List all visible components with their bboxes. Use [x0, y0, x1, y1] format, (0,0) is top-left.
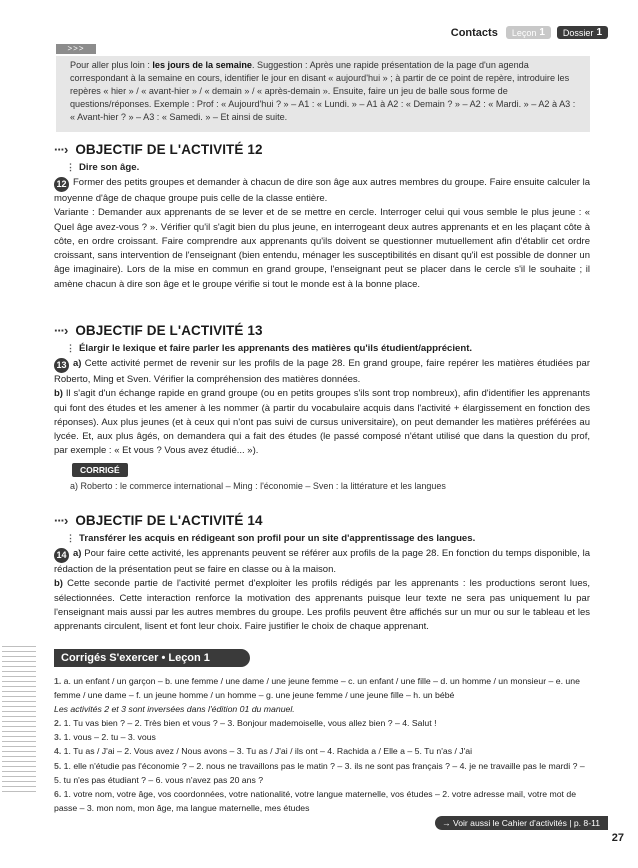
intro-lead: Pour aller plus loin : [70, 60, 153, 70]
dossier-number: 1 [596, 27, 602, 38]
item-text: 1. Tu vas bien ? – 2. Très bien et vous ? – 3. Bonjour mademoiselle, vous allez bien ? – 4. Salut ! [61, 718, 437, 729]
activity-number-badge: 14 [54, 548, 69, 563]
part-a-text: Cette activité permet de revenir sur les profils de la page 28. En grand groupe, faire repérer les matières étudiées par Roberto, Ming et Sven. Vérifier la compréhension des matières données. [54, 358, 590, 385]
part-b-label: b) [54, 388, 63, 400]
activity-number-badge: 13 [54, 358, 69, 373]
item-text: 1. Tu as / J'ai – 2. Vous avez / Nous avons – 3. Tu as / J'ai / ils ont – 4. Rachida a / Elle a – 5. Tu n'as / J'ai [61, 746, 473, 757]
corrige-badge: CORRIGÉ [72, 463, 128, 477]
objective-title: OBJECTIF DE L'ACTIVITÉ 14 [75, 512, 263, 528]
vertical-dots-icon: ⋮ [66, 162, 75, 172]
objective-heading [54, 140, 590, 158]
objective-subtitle [66, 533, 590, 544]
dossier-label: Dossier [562, 27, 594, 38]
item-number: 3. [54, 732, 62, 743]
intro-box [56, 56, 590, 132]
section-activity-12 [54, 140, 590, 292]
item-text: 1. vous – 2. tu – 3. vous [61, 732, 156, 743]
dotted-arrow-icon: ···› [54, 512, 68, 528]
vertical-dots-icon: ⋮ [66, 533, 75, 543]
paragraph-b [54, 577, 590, 634]
part-b-label: b) [54, 578, 63, 590]
dotted-arrow-icon: ···› [54, 141, 68, 157]
corrige-item [54, 716, 590, 730]
paragraph-a [54, 357, 590, 387]
corriges-list [54, 674, 590, 815]
dossier-pill [557, 26, 608, 39]
page-number: 27 [611, 832, 624, 844]
part-a-label: a) [73, 358, 82, 369]
note-text: Les activités 2 et 3 sont inversées dans l'édition 01 du manuel. [54, 704, 295, 715]
activity-number-badge: 12 [54, 177, 69, 192]
paragraph-b [54, 387, 590, 458]
part-a-label: a) [73, 548, 82, 559]
intro-text: . Suggestion : Après une rapide présentation de la page d'un agenda correspondant à la semaine en cours, identifier le jour en disant « aujourd'hui » ; à partir de ce point de repère, introduire les repères « hier » / « avant-hier » / « demain » / « après-demain ». Ensuite, faire un jeu de balle sous forme de questions/réponses. Exemple : Prof : « Aujourd'hui ? » – A1 : « Lundi. » – A1 à A2 : « Demain ? » – A2 : « Mardi. » – A2 à A3 : « Avant-hier ? » – A3 : « Samedi. » – Et ainsi de suite. [70, 60, 576, 123]
subtitle-text: Élargir le lexique et faire parler les apprenants des matières qu'ils étudient/apprécient. [79, 343, 473, 354]
corrige-item [54, 759, 590, 787]
item-text: a. un enfant / un garçon – b. une femme / une dame / une jeune femme – c. un enfant / une fille – d. un homme / un monsieur – e. une femme / une dame – f. un jeune homme / un homme – g. une jeune femme / une jeune fille – h. un bébé [54, 676, 580, 701]
item-number: 4. [54, 746, 62, 757]
corrige-item [54, 744, 590, 758]
subtitle-text: Dire son âge. [79, 162, 140, 173]
corrige-item [54, 674, 590, 702]
item-text: 1. elle n'étudie pas l'économie ? – 2. nous ne travaillons pas le matin ? – 3. ils ne sont pas français ? – 4. je ne travaille pas le mardi ? – 5. tu n'es pas étudiant ? – 6. vous n'avez pas 20 ans ? [54, 760, 585, 785]
see-also-link[interactable]: → Voir aussi le Cahier d'activités | p. 8-11 [435, 816, 608, 830]
paragraph-a [54, 547, 590, 577]
part-a-text: Pour faire cette activité, les apprenants peuvent se référer aux profils de la page 28. En fonction du temps disponible, la rédaction de la présentation peut se faire en classe ou à la maison. [54, 548, 590, 575]
item-number: 5. [54, 760, 62, 771]
subtitle-text: Transférer les acquis en rédigeant son profil pour un site d'apprentissage des langues. [79, 533, 476, 544]
decorative-lines [2, 646, 36, 796]
corrige-item [54, 730, 590, 744]
corrige-item [54, 787, 590, 815]
lesson-number: 1 [539, 27, 545, 38]
paragraph [54, 176, 590, 206]
item-number: 6. [54, 788, 62, 799]
intro-bold: les jours de la semaine [152, 60, 252, 70]
paragraph-text: Former des petits groupes et demander à chacun de dire son âge aux autres membres du groupe. Faire ensuite calculer la moyenne d'âge de chaque groupe puis celle de la classe entière. [54, 177, 590, 204]
section-activity-13 [54, 321, 590, 491]
part-b-text: Il s'agit d'un échange rapide en grand groupe (ou en petits groupes s'ils sont trop nombreux), afin d'identifier les apprenants qui font des études et les amener à les nommer (à partir du vocabulaire acquis dans l'activité + élargissement en fonction des réponses). Aux plus jeunes (et à ceux qui n'ont pas suivi de cursus universitaire), on peut demander les matières préférées au lycée. Et, aux plus âgés, on demandera qui a fait des études (le passé composé n'étant utilisé que dans la question du prof, par exemple : « Et vous ? Vous avez étudié... »). [54, 388, 590, 457]
arrows-icon: >>> [56, 44, 96, 54]
header-title: Contacts [450, 26, 498, 39]
lesson-pill [506, 26, 551, 39]
item-text: 1. votre nom, votre âge, vos coordonnées, votre nationalité, votre langue maternelle, vos études – 2. votre adresse mail, votre mot de passe – 3. mon nom, mon âge, ma langue maternelle, mes études [54, 788, 577, 813]
lesson-label: Leçon [511, 27, 537, 38]
item-number: 1. [54, 676, 62, 686]
objective-heading [54, 511, 590, 529]
paragraph-variante: Variante : Demander aux apprenants de se lever et de se mettre en cercle. Interroger celui qui vous semble le plus jeune : « Quel âge avez-vous ? ». Vérifier qu'il s'agit bien du plus jeune, en interrogeant deux autres apprenants et en les plaçant côte à côte, en ordre croissant. Faire comprendre aux apprenants qu'ils doivent se questionner mutuellement afin d'établir cet ordre croissant, sans intervention de l'enseignant (bien entendu, ménager les susceptibilités en disant qu'il est possible de donner un âge imaginaire). Lors de la mise en commun en grand groupe, l'enseignant peut se placer dans le cercle s'il le souhaite ; il amène chacun à dire son âge et le groupe vérifie si tout le monde est à la bonne place. [54, 207, 590, 290]
objective-title: OBJECTIF DE L'ACTIVITÉ 12 [75, 141, 263, 157]
objective-heading [54, 321, 590, 339]
page-header [451, 26, 608, 39]
corrige-note [54, 702, 590, 716]
objective-subtitle [66, 162, 590, 173]
section-activity-14 [54, 511, 590, 634]
objective-subtitle [66, 343, 590, 354]
corriges-title: Corrigés S'exercer • Leçon 1 [54, 649, 250, 667]
vertical-dots-icon: ⋮ [66, 343, 75, 353]
dotted-arrow-icon: ···› [54, 322, 68, 338]
corrige-text: a) Roberto : le commerce international – Ming : l'économie – Sven : la littérature et les langues [70, 480, 446, 491]
part-b-text: Cette seconde partie de l'activité permet d'exploiter les profils rédigés par les apprenants : les productions seront lues, sélectionnées. Cette interaction renforce la motivation des apprenants puisque leur texte ne sera pas uniquement lu par l'enseignant mais aussi par les autres membres du groupe. Les profils peuvent être affichés sur un mur ou sur le tableau et les apprenants circulent, lisent et font leur choix. Faire justifier le choix de chaque apprenant. [54, 578, 590, 632]
objective-title: OBJECTIF DE L'ACTIVITÉ 13 [75, 322, 263, 338]
item-number: 2. [54, 718, 62, 729]
